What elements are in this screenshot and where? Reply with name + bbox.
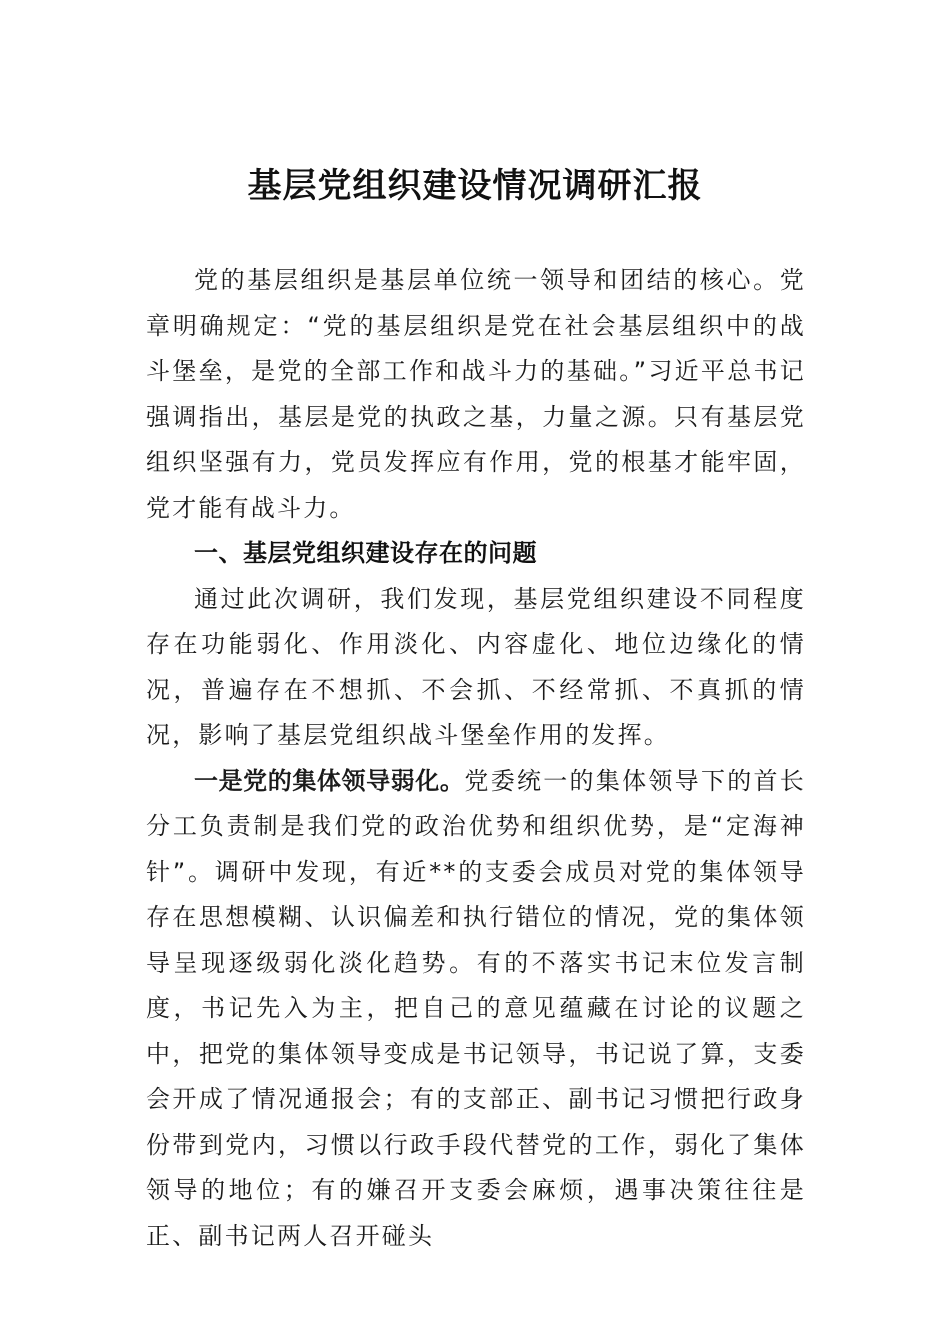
- section-intro-paragraph: 通过此次调研，我们发现，基层党组织建设不同程度存在功能弱化、作用淡化、内容虚化、地位边缘化的情况，普遍存在不想抓、不会抓、不经常抓、不真抓的情况，影响了基层党组织战斗堡垒作用的发挥。: [146, 584, 806, 749]
- document-title: 基层党组织建设情况调研汇报: [247, 166, 703, 206]
- point-text: 党委统一的集体领导下的首长分工负责制是我们党的政治优势和组织优势，是“定海神针”。调研中发现，有近**的支委会成员对党的集体领导存在思想模糊、认识偏差和执行错位的情况，党的集体领导呈现逐级弱化淡化趋势。有的不落实书记末位发言制度，书记先入为主，把自己的意见蕴藏在讨论的议题之中，把党的集体领导变成是书记领导，书记说了算，支委会开成了情况通报会；有的支部正、副书记习惯把行政身份带到党内，习惯以行政手段代替党的工作，弱化了集体领导的地位；有的嫌召开支委会麻烦，遇事决策往往是正、副书记两人召开碰头: [146, 766, 806, 1250]
- document-body: [146, 258, 806, 1259]
- point-paragraph: [146, 759, 806, 1260]
- section-heading: 一、基层党组织建设存在的问题: [194, 539, 537, 567]
- point-lead: 一是党的集体领导弱化。: [194, 766, 465, 795]
- intro-paragraph: 党的基层组织是基层单位统一领导和团结的核心。党章明确规定：“党的基层组织是党在社会基层组织中的战斗堡垒，是党的全部工作和战斗力的基础。”习近平总书记强调指出，基层是党的执政之基，力量之源。只有基层党组织坚强有力，党员发挥应有作用，党的根基才能牢固，党才能有战斗力。: [146, 266, 806, 522]
